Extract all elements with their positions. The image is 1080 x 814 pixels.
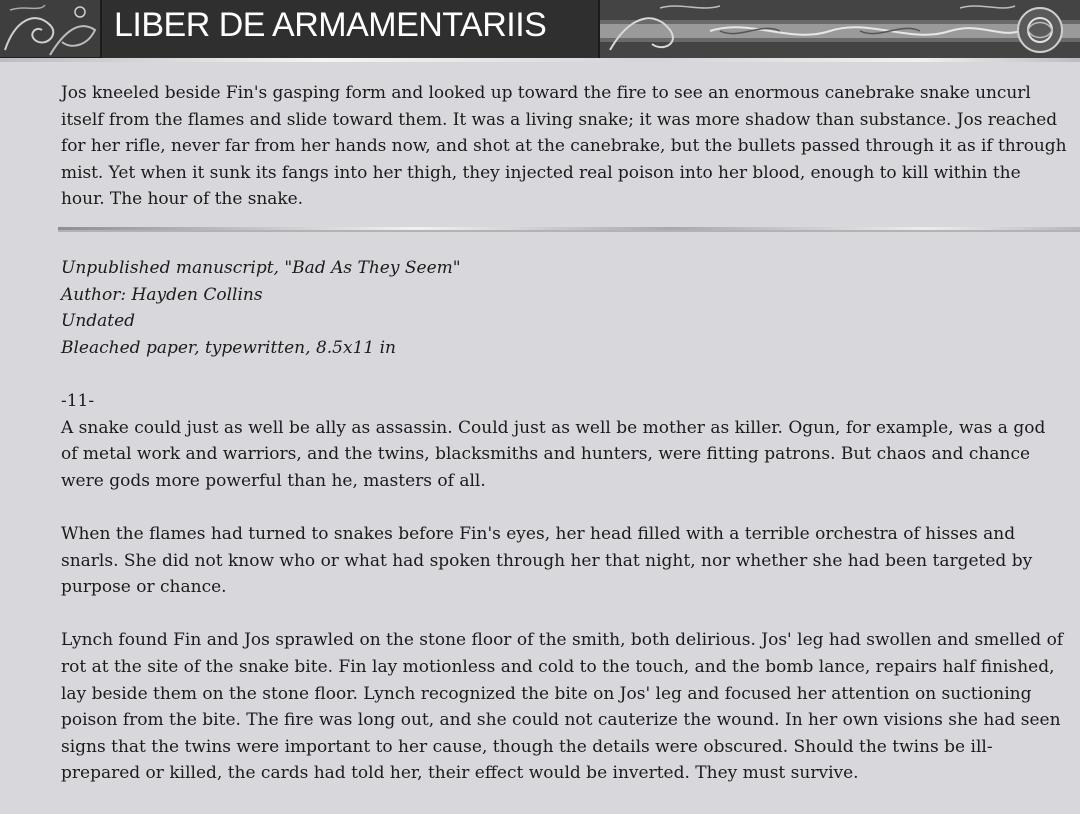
quote-block [61, 80, 1067, 213]
body-paragraph-1: A snake could just as well be ally as assassin. Could just as well be mother as killer. Ogun, for example, was a god of metal work and warriors, and the twins, blacksmiths and hunters, were fitting patrons. But chaos and chance were gods more powerful than he, masters of all. [61, 417, 1046, 491]
source-info [61, 255, 1067, 361]
page-title: LIBER DE ARMAMENTARIIS [114, 6, 547, 44]
manuscript-body [61, 388, 1067, 814]
source-medium: Bleached paper, typewritten, 8.5x11 in [61, 337, 396, 358]
source-author: Author: Hayden Collins [61, 284, 263, 305]
page-marker: -11- [61, 391, 95, 411]
left-ornament-icon [0, 0, 100, 62]
source-title: Unpublished manuscript, "Bad As They Seem" [61, 258, 461, 278]
quote-text: Jos kneeled beside Fin's gasping form and looked up toward the fire to see an enormous canebrake snake uncurl itself from the flames and slide toward them. It was a living snake; it was more shadow than substance. Jos reached for her rifle, never far from her hands now, and shot at the canebrake, but the bullets passed through it as if through mist. Yet when it sunk its fangs into her thigh, they injected real poison into her blood, enough to kill within the hour. The hour of the snake. [61, 83, 1067, 210]
right-ornament-icon [600, 0, 1080, 62]
section-divider [58, 226, 1080, 234]
header-banner [0, 0, 1080, 62]
title-plate [100, 0, 600, 58]
body-paragraph-3: Lynch found Fin and Jos sprawled on the stone floor of the smith, both delirious. Jos' leg had swollen and smelled of rot at the site of the snake bite. Fin lay motionless and cold to the touch, and the bomb lance, repairs half finished, lay beside them on the stone floor. Lynch recognized the bite on Jos' leg and focused her attention on suctioning poison from the bite. The fire was long out, and she could not cauterize the wound. In her own visions she had seen signs that the twins were important to her cause, though the details were obscured. Should the twins be ill-prepared or killed, the cards had told her, their effect would be inverted. They must survive. [61, 630, 1064, 784]
header-divider [0, 58, 1080, 62]
source-date: Undated [61, 311, 136, 332]
body-paragraph-2: When the flames had turned to snakes before Fin's eyes, her head filled with a terrible orchestra of hisses and snarls. She did not know who or what had spoken through her that night, nor whether she had been targeted by purpose or chance. [61, 523, 1033, 598]
